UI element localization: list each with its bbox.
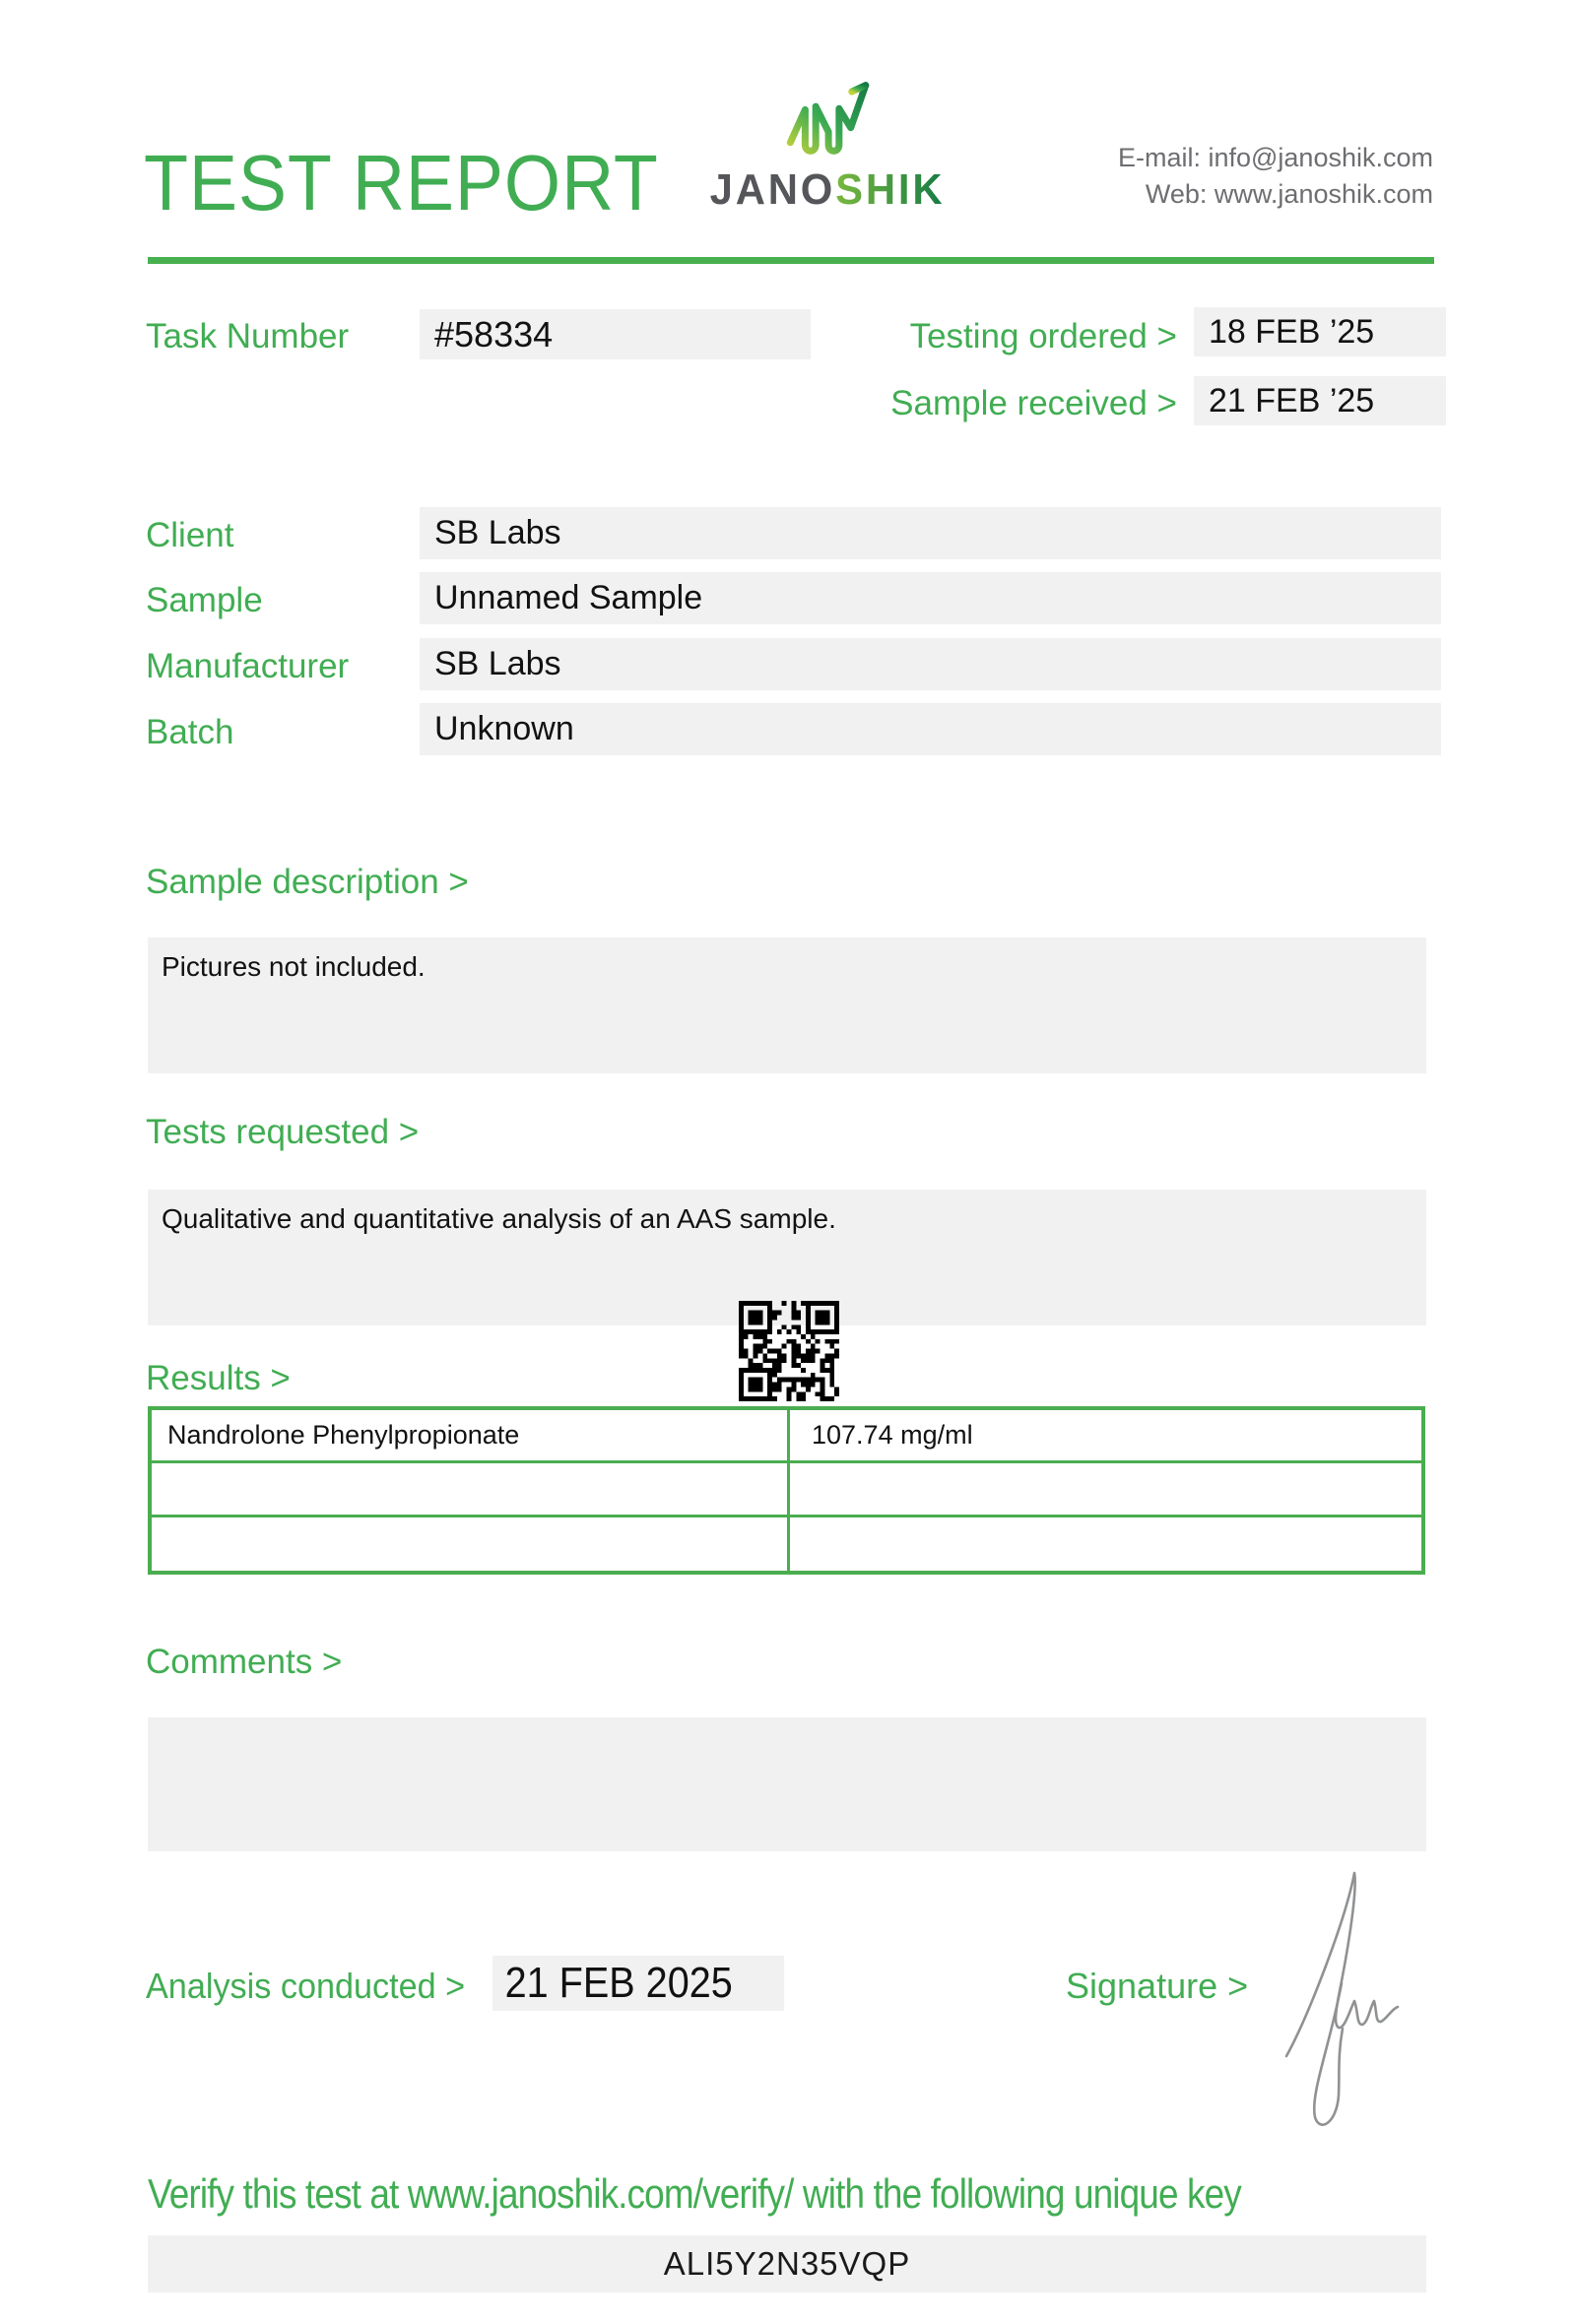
sample-received-value: 21 FEB ’25 — [1194, 376, 1446, 425]
signature-label: Signature > — [1066, 1966, 1249, 2006]
comments-heading: Comments > — [146, 1643, 343, 1681]
testing-ordered-label: Testing ordered > — [909, 317, 1177, 355]
results-heading: Results > — [146, 1359, 291, 1397]
page-title: TEST REPORT — [144, 139, 659, 226]
result-amount-cell: 107.74 mg/ml — [790, 1410, 1421, 1463]
signature-scribble — [1259, 1859, 1407, 2145]
email-line: E-mail: info@janoshik.com — [1117, 143, 1433, 172]
growth-chart-icon — [780, 77, 875, 160]
results-table — [148, 1406, 1425, 1575]
batch-value: Unknown — [420, 703, 1441, 755]
testing-ordered-value: 18 FEB ’25 — [1194, 307, 1446, 356]
sample-description-heading: Sample description > — [146, 863, 469, 901]
tests-requested-box: Qualitative and quantitative analysis of an AAS sample. — [148, 1190, 1426, 1325]
task-number-value: #58334 — [420, 309, 811, 359]
web-line: Web: www.janoshik.com — [1145, 179, 1433, 209]
logo-wordmark — [688, 165, 968, 215]
janoshik-logo — [680, 77, 975, 215]
batch-label: Batch — [146, 713, 234, 751]
header-divider — [148, 257, 1434, 264]
analysis-conducted-label: Analysis conducted > — [146, 1966, 466, 2006]
sample-received-label: Sample received > — [890, 384, 1177, 422]
sample-description-box: Pictures not included. — [148, 937, 1426, 1073]
contact-block — [1118, 140, 1433, 213]
result-substance-cell: Nandrolone Phenylpropionate — [152, 1410, 790, 1463]
manufacturer-value: SB Labs — [420, 638, 1441, 690]
result-substance-cell — [152, 1517, 790, 1571]
qr-code — [739, 1301, 839, 1401]
result-amount-cell — [790, 1463, 1421, 1517]
client-value: SB Labs — [420, 507, 1441, 559]
manufacturer-label: Manufacturer — [146, 647, 350, 685]
task-number-label: Task Number — [146, 317, 350, 355]
logo-part-jano: JANO — [709, 165, 836, 214]
analysis-date-value: 21 FEB 2025 — [492, 1956, 784, 2011]
tests-requested-heading: Tests requested > — [146, 1113, 420, 1151]
verify-key-value: ALI5Y2N35VQP — [148, 2235, 1426, 2292]
sample-label: Sample — [146, 581, 263, 619]
result-amount-cell — [790, 1517, 1421, 1571]
verify-instruction: Verify this test at www.janoshik.com/verify/ with the following unique key — [148, 2170, 1241, 2217]
result-substance-cell — [152, 1463, 790, 1517]
sample-value: Unnamed Sample — [420, 572, 1441, 624]
comments-box — [148, 1717, 1426, 1851]
logo-part-shik: SHIK — [835, 165, 946, 214]
client-label: Client — [146, 516, 234, 554]
